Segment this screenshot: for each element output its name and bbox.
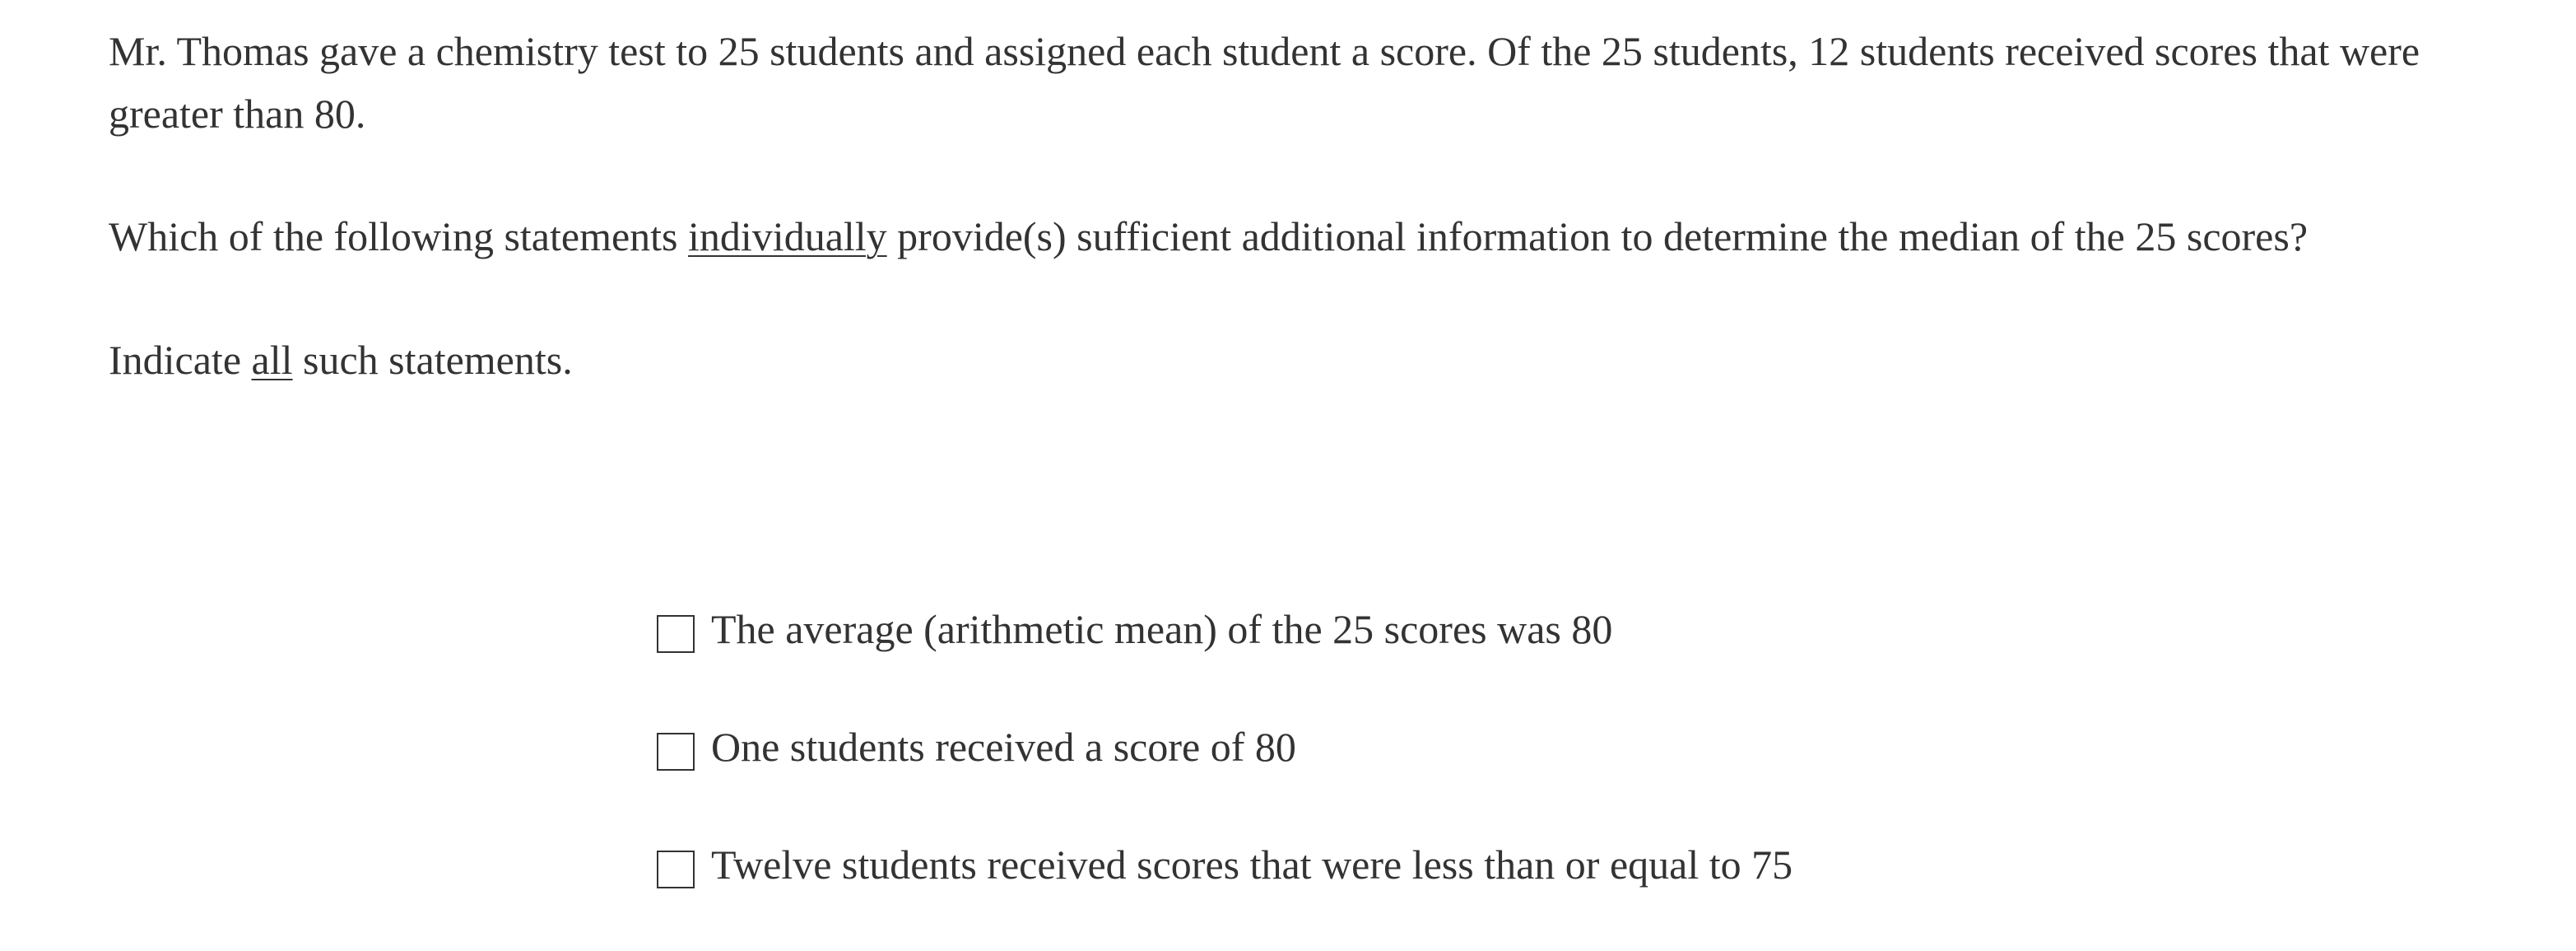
answer-choice-2[interactable] [657, 716, 1793, 833]
instruction-emphasis: all [251, 337, 293, 383]
choice-label: Twelve students received scores that were less than or equal to 75 [711, 841, 1793, 888]
prompt-emphasis: individually [688, 213, 887, 259]
checkbox[interactable] [657, 851, 695, 888]
checkbox[interactable] [657, 733, 695, 771]
question-text [109, 20, 2512, 391]
question-instruction [109, 329, 2512, 391]
prompt-text-before: Which of the following statements [109, 213, 689, 259]
instruction-text-before: Indicate [109, 337, 252, 383]
prompt-text-after: provide(s) sufficient additional information to determine the median of the 25 scores? [886, 213, 2309, 259]
checkbox[interactable] [657, 615, 695, 653]
question-stem: Mr. Thomas gave a chemistry test to 25 students and assigned each student a score. Of the 25 students, 12 students received scores that were greater than 80. [109, 28, 2420, 137]
instruction-text-after: such statements. [292, 337, 573, 383]
answer-choice-1[interactable] [657, 598, 1793, 716]
choice-label: The average (arithmetic mean) of the 25 scores was 80 [711, 606, 1613, 652]
answer-choices [657, 598, 1793, 951]
answer-choice-3[interactable] [657, 833, 1793, 951]
question-prompt [109, 205, 2512, 268]
choice-label: One students received a score of 80 [711, 724, 1296, 770]
